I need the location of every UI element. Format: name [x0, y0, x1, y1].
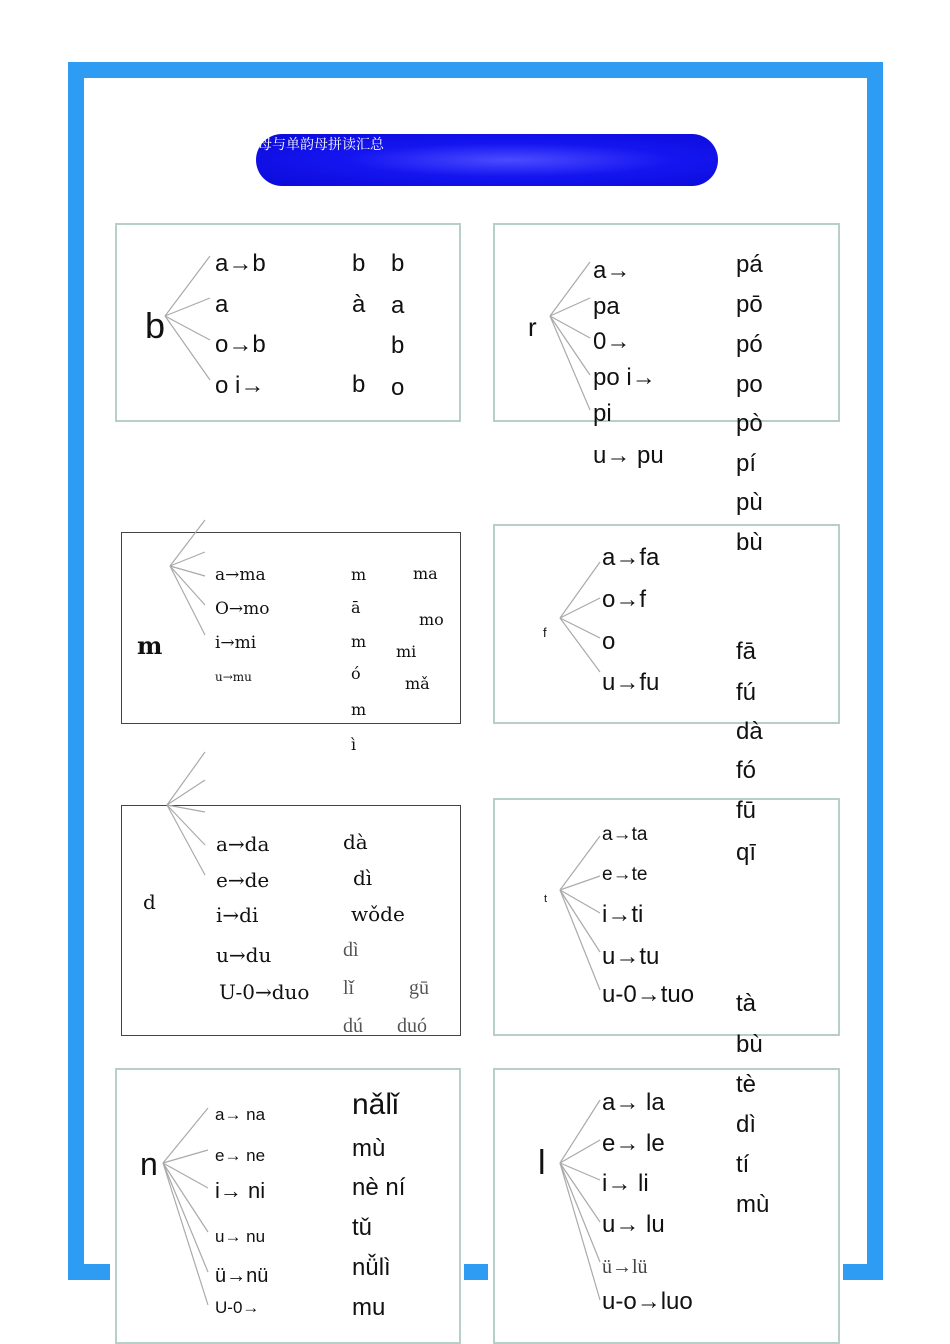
p-row-5: pi	[593, 400, 612, 427]
n-col-4: tǔ	[352, 1214, 373, 1241]
t-row-3: i→ti	[602, 901, 644, 928]
p-row-6: u→ pu	[593, 442, 664, 469]
t-col-6: mù	[736, 1191, 770, 1218]
n-row-5: ü→nü	[215, 1265, 269, 1287]
m-col1-4: ó	[351, 664, 361, 683]
n-col-1: nǎlǐ	[352, 1088, 399, 1121]
d-row-1: a→da	[216, 832, 270, 856]
l-row-4: u→ lu	[602, 1211, 665, 1238]
initial-n: n	[140, 1146, 158, 1182]
n-col-3: nè ní	[352, 1174, 406, 1201]
n-row-2: e→ ne	[215, 1146, 266, 1165]
p-col-3: pó	[736, 331, 763, 358]
m-col2-1: ma	[413, 564, 438, 583]
d-row-3: i→di	[216, 903, 259, 927]
initial-b: b	[145, 305, 166, 346]
d-col1-3: wǒde	[351, 902, 405, 926]
f-col-5: fū	[736, 797, 757, 824]
initial-l: l	[538, 1144, 546, 1182]
d-col1-4: dì	[343, 939, 359, 961]
t-row-2: e→te	[602, 864, 648, 885]
t-row-5: u-0→tuo	[602, 981, 695, 1008]
b-col2-3: b	[391, 332, 405, 359]
initial-t: t	[544, 893, 548, 905]
n-row-4: u→ nu	[215, 1227, 266, 1246]
d-row-5: U-0→duo	[219, 980, 310, 1004]
m-row-3: i→mi	[215, 633, 257, 653]
p-col-1: pá	[736, 251, 763, 278]
l-row-2: e→ le	[602, 1130, 665, 1157]
n-col-5: nǚlì	[352, 1254, 391, 1281]
d-col2-2: duó	[397, 1015, 427, 1037]
d-col1-1: dà	[343, 830, 368, 854]
n-col-6: mu	[352, 1294, 386, 1321]
p-row-4: po i→	[593, 364, 656, 391]
b-row-3: o→b	[215, 331, 266, 358]
d-row-2: e→de	[216, 868, 270, 892]
d-col1-5: lǐ	[343, 977, 355, 999]
t-col-2: bù	[736, 1031, 763, 1058]
m-col1-1: m	[351, 565, 367, 584]
initial-m: m	[137, 631, 163, 660]
l-row-3: i→ li	[602, 1170, 649, 1197]
t-row-4: u→tu	[602, 943, 660, 970]
p-col-8: bù	[736, 529, 763, 556]
f-row-3: o	[602, 628, 616, 655]
m-col1-2: ā	[351, 598, 361, 617]
f-row-4: u→fu	[602, 669, 660, 696]
p-col-5: pò	[736, 410, 763, 437]
d-col2-1: gū	[409, 977, 429, 999]
t-row-1: a→ta	[602, 824, 648, 845]
t-col-3: tè	[736, 1071, 757, 1098]
initial-p: r	[528, 312, 537, 342]
b-row-1: a→b	[215, 250, 266, 277]
f-col-2: fú	[736, 679, 757, 706]
l-row-1: a→ la	[602, 1089, 665, 1116]
b-row-2: a	[215, 291, 229, 318]
b-row-4: o i→	[215, 372, 265, 399]
f-col-4: fó	[736, 757, 757, 784]
p-col-6: pí	[736, 450, 757, 477]
d-col1-2: dì	[353, 866, 373, 890]
p-col-4: po	[736, 371, 763, 398]
m-col2-3: mi	[396, 642, 417, 661]
n-row-6: U-0→	[215, 1298, 260, 1317]
n-row-1: a→ na	[215, 1105, 266, 1124]
f-row-2: o→f	[602, 586, 647, 613]
b-col2-1: b	[391, 250, 405, 277]
b-col1-3: b	[352, 371, 366, 398]
m-col1-5: m	[351, 700, 367, 719]
m-col1-3: m	[351, 632, 367, 651]
f-row-1: a→fa	[602, 544, 660, 571]
b-col1-1: b	[352, 250, 366, 277]
m-row-4: u→mu	[215, 670, 252, 684]
p-row-1: a→	[593, 257, 631, 284]
n-col-2: mù	[352, 1135, 386, 1162]
b-col2-2: a	[391, 292, 405, 319]
n-row-3: i→ ni	[215, 1178, 266, 1203]
initial-d: d	[143, 890, 156, 914]
initial-f: f	[543, 625, 547, 640]
p-row-3: 0→	[593, 328, 631, 355]
b-col1-2: à	[352, 291, 366, 318]
l-row-6: u-o→luo	[602, 1288, 693, 1315]
t-col-5: tí	[736, 1151, 750, 1178]
m-row-2: O→mo	[215, 599, 270, 619]
t-col-1: tà	[736, 990, 757, 1017]
p-col-2: pō	[736, 291, 763, 318]
m-col1-6: ì	[351, 735, 357, 754]
m-row-1: a→ma	[215, 565, 266, 585]
t-col-4: dì	[736, 1111, 757, 1138]
f-col-3: dà	[736, 718, 763, 745]
d-col1-6: dú	[343, 1015, 363, 1037]
f-col-6: qī	[736, 839, 757, 866]
m-col2-2: mo	[419, 610, 444, 629]
p-row-2: pa	[593, 293, 620, 320]
d-row-4: u→du	[216, 943, 272, 967]
page-title: 母与单韵母拼读汇总	[258, 136, 384, 152]
m-col2-4: mǎ	[405, 674, 430, 693]
l-row-5: ü→lü	[602, 1256, 648, 1278]
p-col-7: pù	[736, 489, 763, 516]
f-col-1: fā	[736, 638, 757, 665]
b-col2-4: o	[391, 374, 405, 401]
